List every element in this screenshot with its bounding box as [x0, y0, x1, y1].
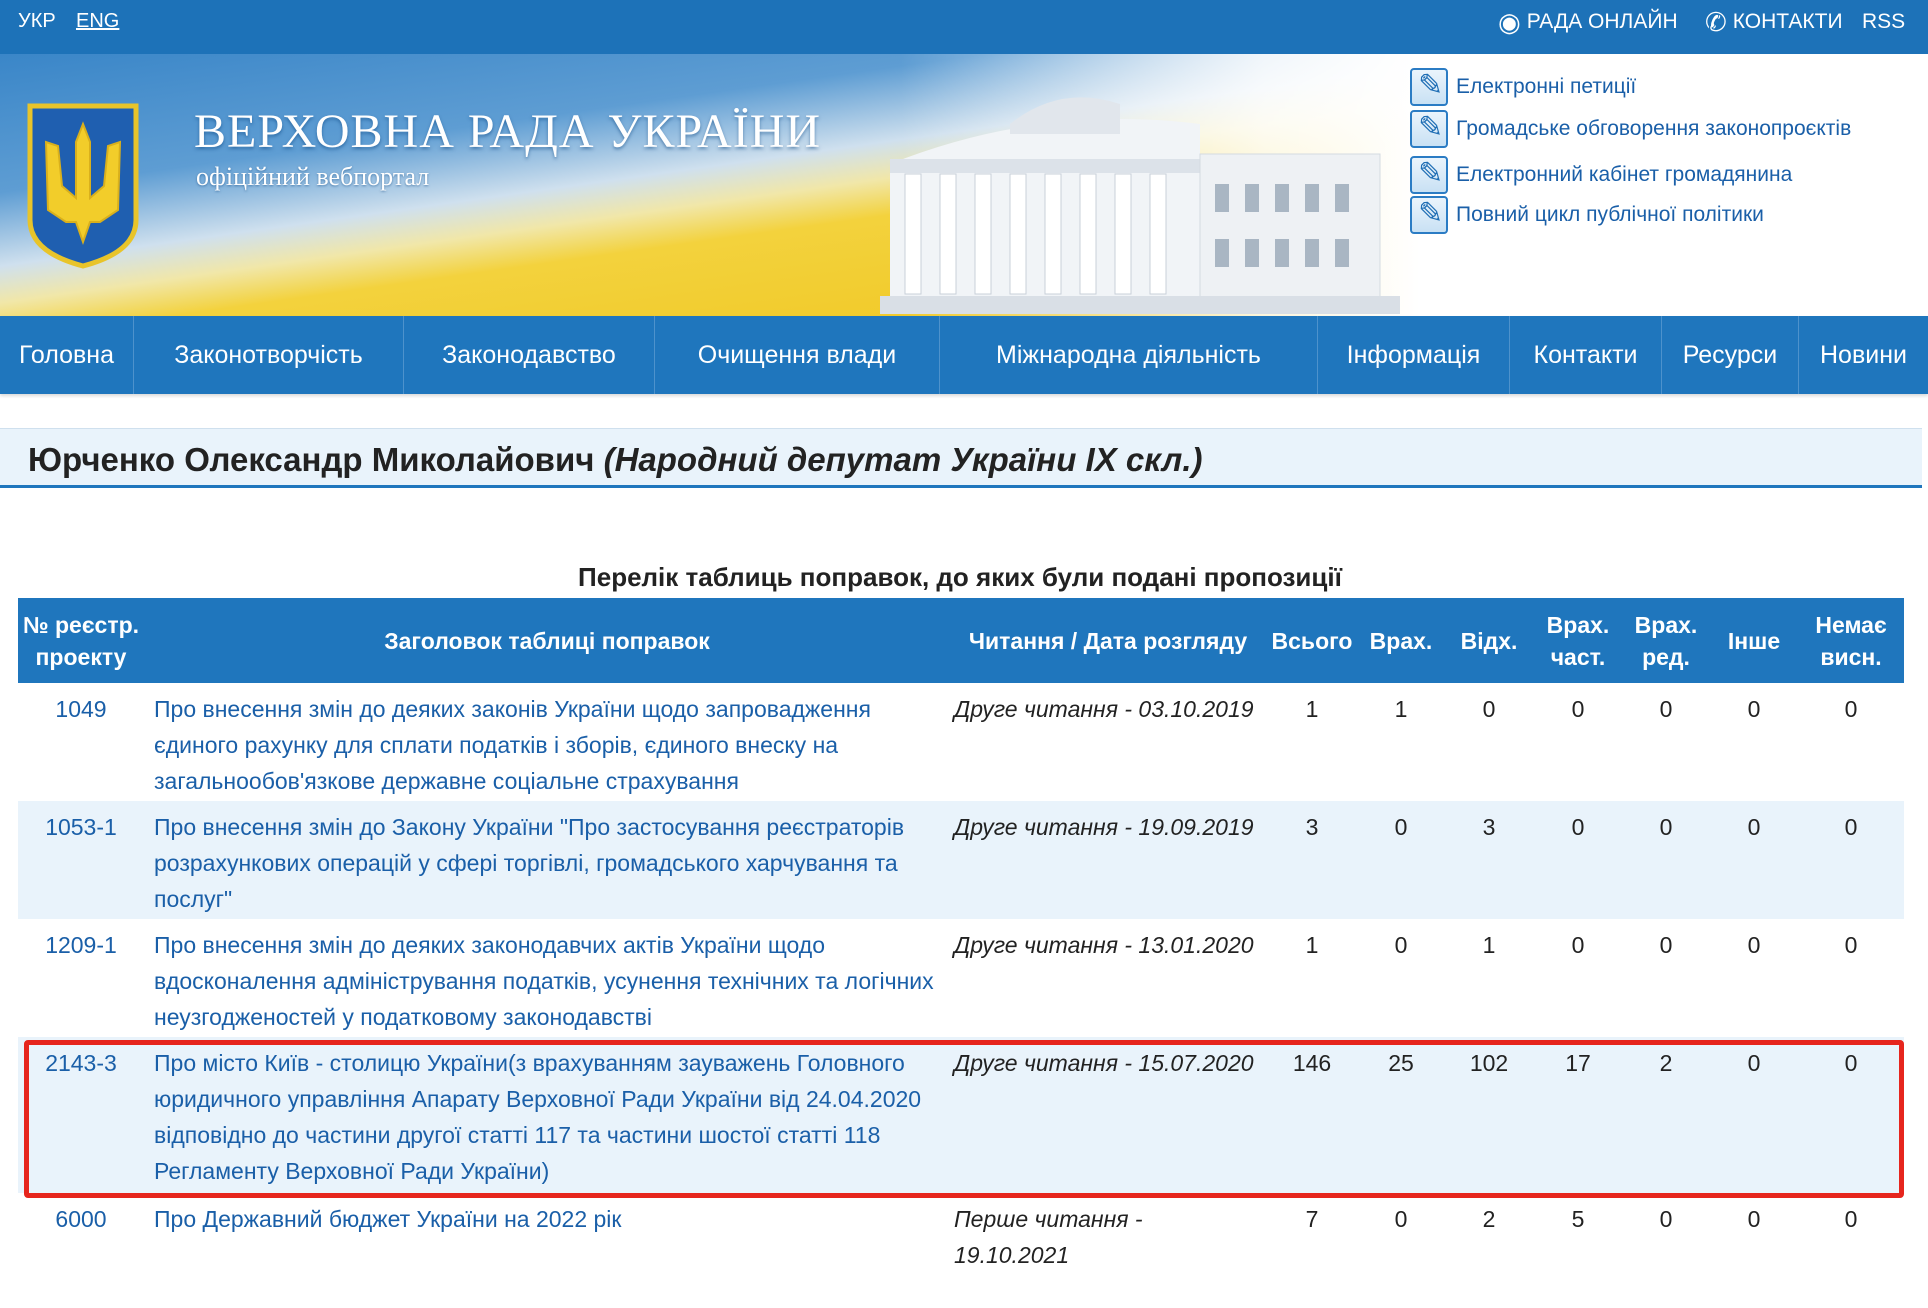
page-heading: [0, 428, 1922, 488]
bill-title-link[interactable]: Про внесення змін до деяких законодавчих актів України щодо вдосконалення адміністрування податків, усунення технічних та логічних неузгодженостей у податковому законодавстві: [154, 932, 934, 1030]
edit-icon: [1410, 196, 1448, 234]
total-count: 7: [1305, 1206, 1319, 1232]
e-petitions-link[interactable]: [1410, 68, 1636, 106]
broadcast-icon: ◉: [1498, 7, 1521, 37]
page-title: [28, 441, 1203, 479]
e-petitions-label: Електронні петиції: [1456, 75, 1637, 98]
e-cabinet-link[interactable]: [1410, 156, 1792, 194]
col-header-edited: Врах. ред.: [1622, 598, 1710, 683]
lang-eng-link[interactable]: ENG: [76, 10, 120, 32]
table-row: [18, 801, 1904, 919]
accepted-count: 1: [1394, 696, 1408, 722]
col-header-number: № реєстр. проекту: [18, 598, 144, 683]
accepted-count: 0: [1394, 932, 1408, 958]
table-row: [18, 1037, 1904, 1193]
col-header-no-conclusion: Немає висн.: [1798, 598, 1904, 683]
deputy-name: Юрченко Олександр Миколайович: [28, 441, 595, 478]
bill-title-link[interactable]: Про внесення змін до деяких законів України щодо запровадження єдиного рахунку для сплати податків і зборів, єдиного внеску на загальнообов'язкове державне соціальне страхування: [154, 696, 871, 794]
nav-item-lustration[interactable]: Очищення влади: [655, 316, 940, 394]
main-nav: [0, 316, 1928, 394]
accepted-count: 25: [1358, 1037, 1444, 1193]
col-header-other: Інше: [1710, 598, 1798, 683]
no-conclusion-count: 0: [1844, 1206, 1858, 1232]
other-count: 0: [1710, 801, 1798, 919]
rada-online-label: РАДА ОНЛАЙН: [1526, 10, 1678, 33]
col-header-partial: Врах. част.: [1534, 598, 1622, 683]
other-count: 0: [1710, 1037, 1798, 1193]
bill-number-link[interactable]: 6000: [55, 1206, 107, 1232]
accepted-count: 0: [1358, 801, 1444, 919]
contacts-top-link[interactable]: [1705, 7, 1843, 37]
nav-item-resources[interactable]: Ресурси: [1662, 316, 1799, 394]
total-count: 1: [1305, 932, 1319, 958]
other-count: 0: [1747, 932, 1761, 958]
nav-item-legislation[interactable]: Законодавство: [404, 316, 655, 394]
bill-number-link[interactable]: 1053-1: [18, 801, 144, 919]
no-conclusion-count: 0: [1844, 696, 1858, 722]
site-title: ВЕРХОВНА РАДА УКРАЇНИ: [194, 105, 822, 158]
policy-cycle-label: Повний цикл публічної політики: [1456, 203, 1764, 226]
list-title: Перелік таблиць поправок, до яких були подані пропозиції: [578, 562, 1342, 592]
rejected-count: 0: [1482, 696, 1496, 722]
public-discussion-label: Громадське обговорення законопроєктів: [1456, 117, 1852, 140]
partial-count: 0: [1534, 801, 1622, 919]
rada-online-link[interactable]: [1498, 7, 1678, 37]
header-banner: [0, 54, 1928, 316]
lang-ukr-link[interactable]: УКР: [18, 10, 56, 32]
table-row: [18, 1193, 1904, 1279]
other-count: 0: [1747, 696, 1761, 722]
edited-count: 0: [1659, 696, 1673, 722]
bill-title-link[interactable]: Про внесення змін до Закону України "Про застосування реєстраторів розрахункових операцій у сфері торгівлі, громадського харчування та послуг": [144, 801, 950, 919]
rejected-count: 1: [1482, 932, 1496, 958]
table-header-row: [18, 598, 1904, 683]
edited-count: 0: [1659, 932, 1673, 958]
policy-cycle-link[interactable]: [1410, 196, 1764, 234]
total-count: 1: [1305, 696, 1319, 722]
partial-count: 0: [1571, 696, 1585, 722]
col-header-title: Заголовок таблиці поправок: [144, 598, 950, 683]
bill-title-link[interactable]: Про місто Київ - столицю України(з врахуванням зауважень Головного юридичного управління Апарату Верховної Ради України від 24.04.2020 відповідно до частини другої статті 117 та частини шостої статті 118 Регламенту Верховної Ради України): [144, 1037, 950, 1193]
rejected-count: 102: [1444, 1037, 1534, 1193]
col-header-rejected: Відх.: [1444, 598, 1534, 683]
reading-date: Друге читання - 03.10.2019: [954, 696, 1254, 722]
partial-count: 0: [1571, 932, 1585, 958]
nav-item-information[interactable]: Інформація: [1318, 316, 1510, 394]
partial-count: 17: [1534, 1037, 1622, 1193]
edit-icon: [1410, 68, 1448, 106]
reading-date: Друге читання - 13.01.2020: [954, 932, 1254, 958]
bill-title-link[interactable]: Про Державний бюджет України на 2022 рік: [154, 1206, 622, 1232]
other-count: 0: [1747, 1206, 1761, 1232]
edit-icon: [1410, 156, 1448, 194]
top-bar: [0, 0, 1928, 54]
partial-count: 5: [1571, 1206, 1585, 1232]
reading-date: Перше читання - 19.10.2021: [954, 1206, 1143, 1268]
col-header-accepted: Врах.: [1358, 598, 1444, 683]
contacts-top-label: КОНТАКТИ: [1732, 10, 1843, 33]
edited-count: 0: [1622, 801, 1710, 919]
col-header-total: Всього: [1266, 598, 1358, 683]
no-conclusion-count: 0: [1844, 932, 1858, 958]
site-subtitle: офіційний вебпортал: [196, 162, 430, 191]
table-row: [18, 683, 1904, 801]
e-cabinet-label: Електронний кабінет громадянина: [1456, 163, 1793, 186]
nav-item-news[interactable]: Новини: [1820, 340, 1907, 369]
nav-item-contacts[interactable]: Контакти: [1510, 316, 1662, 394]
no-conclusion-count: 0: [1798, 801, 1904, 919]
rss-link[interactable]: RSS: [1862, 10, 1906, 33]
deputy-role: (Народний депутат України IX скл.): [603, 441, 1203, 478]
public-discussion-link[interactable]: [1410, 110, 1851, 148]
accepted-count: 0: [1394, 1206, 1408, 1232]
nav-item-international[interactable]: Міжнародна діяльність: [940, 316, 1318, 394]
edited-count: 0: [1659, 1206, 1673, 1232]
reading-date: Друге читання - 19.09.2019: [950, 801, 1266, 919]
edited-count: 2: [1622, 1037, 1710, 1193]
nav-item-home[interactable]: Головна: [0, 316, 134, 394]
parliament-building-image: [820, 64, 1420, 314]
reading-date: Друге читання - 15.07.2020: [950, 1037, 1266, 1193]
bill-number-link[interactable]: 1049: [55, 696, 107, 722]
no-conclusion-count: 0: [1798, 1037, 1904, 1193]
coat-of-arms-logo[interactable]: [24, 102, 142, 270]
bill-number-link[interactable]: 1209-1: [45, 932, 117, 958]
col-header-reading: Читання / Дата розгляду: [950, 598, 1266, 683]
phone-icon: ✆: [1705, 7, 1727, 37]
rejected-count: 3: [1444, 801, 1534, 919]
total-count: 3: [1266, 801, 1358, 919]
bill-number-link[interactable]: 2143-3: [18, 1037, 144, 1193]
rejected-count: 2: [1482, 1206, 1496, 1232]
total-count: 146: [1266, 1037, 1358, 1193]
amendments-table: [18, 598, 1904, 1279]
table-row: [18, 919, 1904, 1037]
nav-item-lawmaking[interactable]: Законотворчість: [134, 316, 404, 394]
edit-icon: [1410, 110, 1448, 148]
